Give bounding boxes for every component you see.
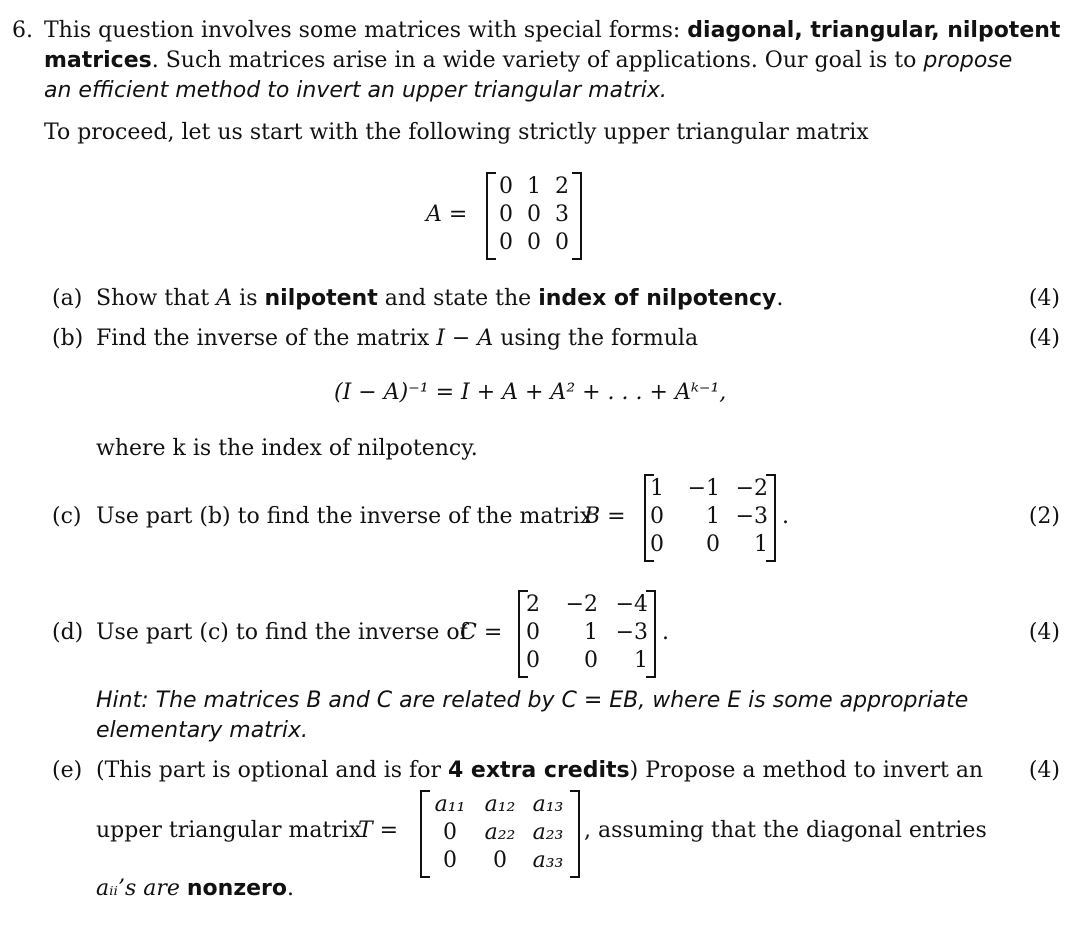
matrix-cell: 1 xyxy=(650,476,664,501)
where-text: where k is the index of nilpotency. xyxy=(96,436,478,461)
matrix-cell: 0 xyxy=(499,230,513,255)
matrix-cell: 1 xyxy=(754,532,768,557)
part-a-text xyxy=(96,286,783,311)
intro-text-2: . Such matrices arise in a wide variety of applications. Our goal is to xyxy=(151,48,924,73)
part-e-l3a: aᵢᵢ’s are xyxy=(96,876,187,901)
part-a-t7: . xyxy=(776,286,784,311)
part-a-tag: (a) xyxy=(52,286,83,311)
part-e-line-2a: upper triangular matrix xyxy=(96,818,362,843)
matrix-t-label: T = xyxy=(358,818,399,843)
part-e-line-2b: , assuming that the diagonal entries xyxy=(584,818,987,843)
part-e-l3c: . xyxy=(287,876,295,901)
matrix-cell: 0 xyxy=(584,648,598,673)
intro-bold-1: diagonal, triangular, nilpotent xyxy=(687,18,1061,43)
matrix-cell: 0 xyxy=(526,620,540,645)
part-a-t2: A xyxy=(216,286,233,311)
intro-line-2 xyxy=(44,48,1012,73)
matrix-cell: 2 xyxy=(526,592,540,617)
matrix-cell: 0 xyxy=(499,174,513,199)
intro-line-1 xyxy=(44,18,1060,43)
matrix-t xyxy=(420,790,580,878)
hint-line-2: elementary matrix. xyxy=(96,718,308,743)
formula: (I − A)⁻¹ = I + A + A² + . . . + Aᵏ⁻¹, xyxy=(334,380,727,405)
part-c-tag: (c) xyxy=(52,504,82,529)
part-d-tag: (d) xyxy=(52,620,84,645)
intro-line-3: an efficient method to invert an upper triangular matrix. xyxy=(44,78,667,103)
intro-italic-1: propose xyxy=(923,48,1013,73)
matrix-cell: 3 xyxy=(555,202,569,227)
matrix-cell: −2 xyxy=(735,476,768,501)
part-e-bold: 4 extra credits xyxy=(447,758,630,783)
part-c-period: . xyxy=(782,504,789,529)
matrix-cell: a₁₁ xyxy=(434,792,466,817)
part-d-marks: (4) xyxy=(1028,620,1060,645)
part-a-t1: Show that xyxy=(96,286,217,311)
matrix-cell: 0 xyxy=(555,230,569,255)
part-b-text xyxy=(96,326,698,351)
matrix-cell: 0 xyxy=(650,504,664,529)
matrix-cell: −3 xyxy=(735,504,768,529)
matrix-c xyxy=(518,590,656,678)
part-c-marks: (2) xyxy=(1028,504,1060,529)
matrix-cell: 0 xyxy=(706,532,720,557)
intro-text-1: This question involves some matrices with special forms: xyxy=(44,18,688,43)
matrix-cell: a₂₂ xyxy=(484,820,516,845)
matrix-cell: −2 xyxy=(565,592,598,617)
matrix-cell: 0 xyxy=(443,820,457,845)
hint-line-1: Hint: The matrices B and C are related by C = EB, where E is some appropriate xyxy=(96,688,969,713)
matrix-cell: 1 xyxy=(527,174,541,199)
matrix-cell: a₁₃ xyxy=(532,792,564,817)
part-d-period: . xyxy=(662,620,669,645)
matrix-cell: 1 xyxy=(706,504,720,529)
matrix-b xyxy=(644,474,776,562)
matrix-a xyxy=(486,172,582,260)
part-a-bold-2: index of nilpotency xyxy=(538,286,777,311)
matrix-cell: −3 xyxy=(615,620,648,645)
part-a-t3: is xyxy=(232,286,265,311)
matrix-c-label: C = xyxy=(460,620,503,645)
matrix-cell: −1 xyxy=(687,476,720,501)
matrix-cell: 2 xyxy=(555,174,569,199)
matrix-cell: 0 xyxy=(443,848,457,873)
matrix-cell: 1 xyxy=(584,620,598,645)
part-b-expr: I − A xyxy=(436,326,494,351)
part-e-t3: ) Propose a method to invert an xyxy=(629,758,984,783)
part-e-marks: (4) xyxy=(1028,758,1060,783)
part-b-marks: (4) xyxy=(1028,326,1060,351)
part-a-bold-1: nilpotent xyxy=(264,286,378,311)
part-d-text: Use part (c) to find the inverse of xyxy=(96,620,468,645)
intro-bold-2: matrices xyxy=(44,48,152,73)
part-a-marks: (4) xyxy=(1028,286,1060,311)
part-e-tag: (e) xyxy=(52,758,83,783)
matrix-cell: −4 xyxy=(615,592,648,617)
matrix-cell: 0 xyxy=(493,848,507,873)
matrix-cell: a₁₂ xyxy=(484,792,516,817)
part-b-t1: Find the inverse of the matrix xyxy=(96,326,437,351)
matrix-cell: a₃₃ xyxy=(532,848,564,873)
question-number: 6. xyxy=(12,18,33,43)
matrix-cell: a₂₃ xyxy=(532,820,564,845)
part-e-line-3 xyxy=(96,876,294,901)
matrix-cell: 0 xyxy=(527,202,541,227)
part-c-text: Use part (b) to find the inverse of the matrix xyxy=(96,504,593,529)
matrix-cell: 0 xyxy=(499,202,513,227)
matrix-b-label: B = xyxy=(584,504,626,529)
part-b-tag: (b) xyxy=(52,326,84,351)
part-a-t5: and state the xyxy=(377,286,539,311)
matrix-cell: 0 xyxy=(650,532,664,557)
part-b-t2: using the formula xyxy=(493,326,699,351)
part-e-t1: (This part is optional and is for xyxy=(96,758,448,783)
matrix-cell: 1 xyxy=(634,648,648,673)
matrix-cell: 0 xyxy=(527,230,541,255)
matrix-a-label: A = xyxy=(426,202,468,227)
matrix-cell: 0 xyxy=(526,648,540,673)
proceed-text: To proceed, let us start with the following strictly upper triangular matrix xyxy=(44,120,869,145)
part-e-bold-2: nonzero xyxy=(186,876,288,901)
part-e-line-1 xyxy=(96,758,983,783)
